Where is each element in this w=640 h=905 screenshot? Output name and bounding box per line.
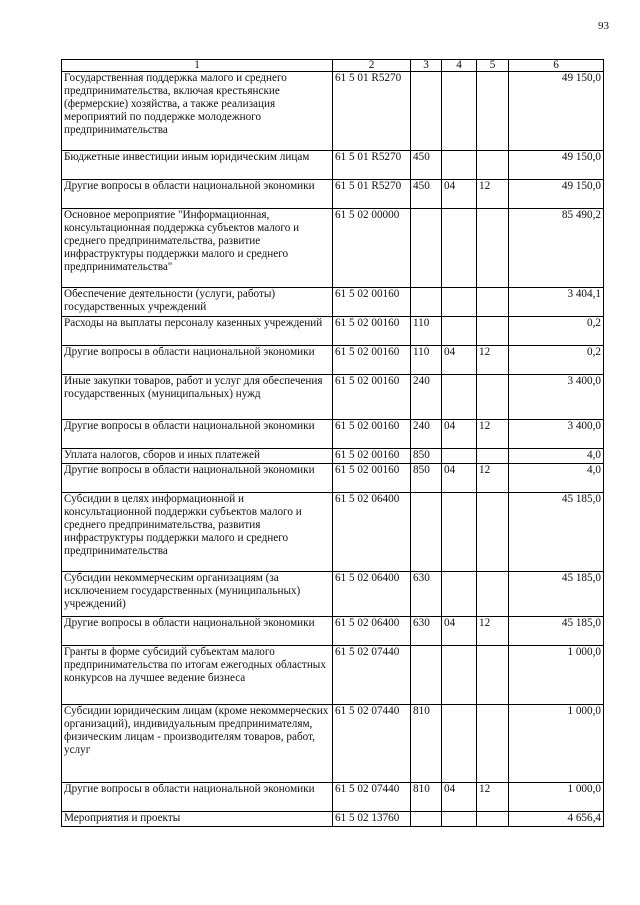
- row-expense-type: [411, 288, 442, 317]
- row-section: 04: [442, 617, 477, 646]
- row-code: 61 5 01 R5270: [333, 151, 411, 180]
- row-name: Мероприятия и проекты: [62, 812, 333, 827]
- row-code: 61 5 02 07440: [333, 646, 411, 705]
- row-code: 61 5 02 00160: [333, 317, 411, 346]
- row-name: Другие вопросы в области национальной экономики: [62, 783, 333, 812]
- table-header-row: [62, 60, 604, 72]
- row-code: 61 5 02 00160: [333, 420, 411, 449]
- row-expense-type: [411, 812, 442, 827]
- table-row: [62, 812, 604, 827]
- row-subsection: [477, 705, 509, 783]
- row-expense-type: 240: [411, 375, 442, 420]
- row-amount: 1 000,0: [509, 783, 604, 812]
- row-name: Бюджетные инвестиции иным юридическим лицам: [62, 151, 333, 180]
- row-amount: 3 404,1: [509, 288, 604, 317]
- budget-table: [61, 59, 604, 827]
- row-section: [442, 705, 477, 783]
- table-row: [62, 493, 604, 572]
- row-expense-type: 110: [411, 317, 442, 346]
- row-code: 61 5 02 13760: [333, 812, 411, 827]
- row-section: [442, 812, 477, 827]
- row-section: 04: [442, 420, 477, 449]
- row-section: 04: [442, 180, 477, 209]
- row-name: Субсидии в целях информационной и консультационной поддержки субъектов малого и среднего предпринимательства, развития инфраструктуры поддержки малого и среднего предпринимательства: [62, 493, 333, 572]
- row-expense-type: 850: [411, 464, 442, 493]
- header-cell: 5: [477, 60, 509, 72]
- row-code: 61 5 02 00000: [333, 209, 411, 288]
- row-expense-type: 810: [411, 705, 442, 783]
- row-section: [442, 375, 477, 420]
- row-subsection: [477, 449, 509, 464]
- row-section: [442, 288, 477, 317]
- row-expense-type: [411, 646, 442, 705]
- table-row: [62, 151, 604, 180]
- row-expense-type: 450: [411, 180, 442, 209]
- header-cell: 1: [62, 60, 333, 72]
- row-subsection: 12: [477, 617, 509, 646]
- row-amount: 45 185,0: [509, 572, 604, 617]
- row-expense-type: [411, 209, 442, 288]
- row-expense-type: 630: [411, 617, 442, 646]
- row-name: Другие вопросы в области национальной экономики: [62, 180, 333, 209]
- table-row: [62, 375, 604, 420]
- row-section: 04: [442, 464, 477, 493]
- row-subsection: [477, 646, 509, 705]
- row-subsection: 12: [477, 180, 509, 209]
- table-row: [62, 209, 604, 288]
- row-subsection: [477, 317, 509, 346]
- table-row: [62, 572, 604, 617]
- row-subsection: [477, 812, 509, 827]
- row-subsection: [477, 493, 509, 572]
- page-number: 93: [598, 20, 609, 32]
- row-code: 61 5 02 06400: [333, 572, 411, 617]
- row-expense-type: [411, 72, 442, 151]
- header-cell: 4: [442, 60, 477, 72]
- row-amount: 49 150,0: [509, 151, 604, 180]
- row-subsection: [477, 209, 509, 288]
- row-code: 61 5 02 00160: [333, 464, 411, 493]
- row-name: Другие вопросы в области национальной экономики: [62, 346, 333, 375]
- row-code: 61 5 01 R5270: [333, 180, 411, 209]
- table-row: [62, 420, 604, 449]
- row-section: [442, 317, 477, 346]
- row-section: 04: [442, 346, 477, 375]
- row-amount: 49 150,0: [509, 180, 604, 209]
- row-section: 04: [442, 783, 477, 812]
- row-subsection: [477, 572, 509, 617]
- table-row: [62, 346, 604, 375]
- row-amount: 0,2: [509, 346, 604, 375]
- row-amount: 49 150,0: [509, 72, 604, 151]
- row-name: Обеспечение деятельности (услуги, работы) государственных учреждений: [62, 288, 333, 317]
- table-row: [62, 180, 604, 209]
- row-name: Субсидии юридическим лицам (кроме некоммерческих организаций), индивидуальным предпринимателям, физическим лицам - производителям товаров, работ, услуг: [62, 705, 333, 783]
- header-cell: 3: [411, 60, 442, 72]
- row-code: 61 5 02 06400: [333, 493, 411, 572]
- row-subsection: [477, 72, 509, 151]
- row-expense-type: 850: [411, 449, 442, 464]
- row-subsection: 12: [477, 346, 509, 375]
- row-section: [442, 209, 477, 288]
- row-amount: 0,2: [509, 317, 604, 346]
- row-subsection: [477, 288, 509, 317]
- header-cell: 6: [509, 60, 604, 72]
- row-expense-type: 110: [411, 346, 442, 375]
- row-expense-type: 630: [411, 572, 442, 617]
- table-row: [62, 705, 604, 783]
- row-name: Другие вопросы в области национальной экономики: [62, 420, 333, 449]
- row-code: 61 5 02 07440: [333, 705, 411, 783]
- table-row: [62, 317, 604, 346]
- row-amount: 1 000,0: [509, 646, 604, 705]
- table-row: [62, 72, 604, 151]
- row-amount: 4,0: [509, 464, 604, 493]
- table-row: [62, 288, 604, 317]
- row-name: Основное мероприятие "Информационная, консультационная поддержка субъектов малого и среднего предпринимательства, развитие инфраструктуры поддержки малого и среднего предпринимательства": [62, 209, 333, 288]
- table-row: [62, 617, 604, 646]
- table-row: [62, 783, 604, 812]
- row-section: [442, 449, 477, 464]
- row-amount: 4,0: [509, 449, 604, 464]
- row-code: 61 5 02 00160: [333, 449, 411, 464]
- row-code: 61 5 02 00160: [333, 375, 411, 420]
- row-subsection: [477, 151, 509, 180]
- table-row: [62, 449, 604, 464]
- table-row: [62, 646, 604, 705]
- row-amount: 85 490,2: [509, 209, 604, 288]
- row-section: [442, 151, 477, 180]
- row-name: Другие вопросы в области национальной экономики: [62, 617, 333, 646]
- header-cell: 2: [333, 60, 411, 72]
- row-expense-type: [411, 493, 442, 572]
- row-subsection: 12: [477, 783, 509, 812]
- row-amount: 45 185,0: [509, 493, 604, 572]
- row-expense-type: 810: [411, 783, 442, 812]
- row-name: Другие вопросы в области национальной экономики: [62, 464, 333, 493]
- row-name: Субсидии некоммерческим организациям (за исключением государственных (муниципальных) учреждений): [62, 572, 333, 617]
- row-section: [442, 572, 477, 617]
- row-amount: 1 000,0: [509, 705, 604, 783]
- row-amount: 3 400,0: [509, 375, 604, 420]
- row-amount: 3 400,0: [509, 420, 604, 449]
- row-code: 61 5 02 00160: [333, 346, 411, 375]
- row-name: Государственная поддержка малого и среднего предпринимательства, включая крестьянские (фермерские) хозяйства, а также реализация мероприятий по поддержке молодежного предпринимательства: [62, 72, 333, 151]
- row-section: [442, 493, 477, 572]
- row-section: [442, 646, 477, 705]
- row-name: Иные закупки товаров, работ и услуг для обеспечения государственных (муниципальных) нужд: [62, 375, 333, 420]
- row-section: [442, 72, 477, 151]
- row-name: Гранты в форме субсидий субъектам малого предпринимательства по итогам ежегодных областных конкурсов на лучшее ведение бизнеса: [62, 646, 333, 705]
- table-row: [62, 464, 604, 493]
- row-name: Расходы на выплаты персоналу казенных учреждений: [62, 317, 333, 346]
- row-amount: 4 656,4: [509, 812, 604, 827]
- row-expense-type: 240: [411, 420, 442, 449]
- row-code: 61 5 02 07440: [333, 783, 411, 812]
- row-subsection: 12: [477, 464, 509, 493]
- row-code: 61 5 02 00160: [333, 288, 411, 317]
- row-expense-type: 450: [411, 151, 442, 180]
- row-subsection: 12: [477, 420, 509, 449]
- row-subsection: [477, 375, 509, 420]
- row-name: Уплата налогов, сборов и иных платежей: [62, 449, 333, 464]
- row-amount: 45 185,0: [509, 617, 604, 646]
- row-code: 61 5 01 R5270: [333, 72, 411, 151]
- row-code: 61 5 02 06400: [333, 617, 411, 646]
